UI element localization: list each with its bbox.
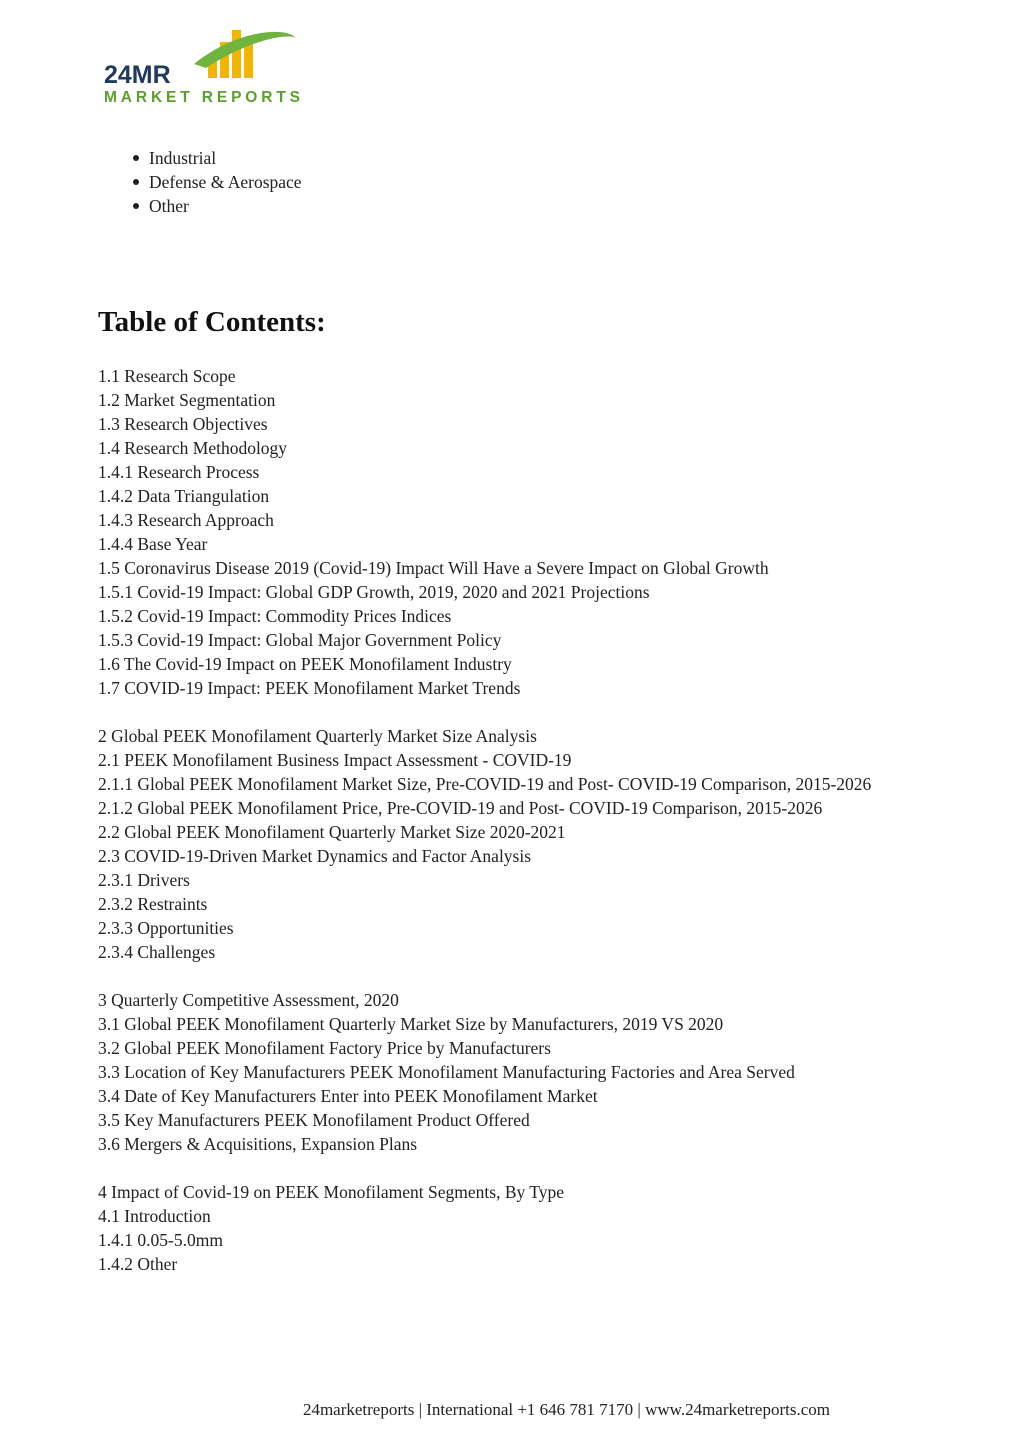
toc-entry: 1.5.1 Covid-19 Impact: Global GDP Growth, 2019, 2020 and 2021 Projections: [98, 582, 650, 602]
toc-entry: 2.3.1 Drivers: [98, 870, 190, 890]
toc-entry: 2.3.2 Restraints: [98, 894, 208, 914]
toc-entry: 2.2 Global PEEK Monofilament Quarterly Market Size 2020-2021: [98, 822, 566, 842]
toc-entry: 3.3 Location of Key Manufacturers PEEK Monofilament Manufacturing Factories and Area Served: [98, 1062, 795, 1082]
company-logo: [96, 26, 306, 108]
toc-entry: 1.4 Research Methodology: [98, 438, 288, 458]
toc-entry: 2 Global PEEK Monofilament Quarterly Market Size Analysis: [98, 726, 537, 746]
toc-entry: 3 Quarterly Competitive Assessment, 2020: [98, 990, 399, 1010]
toc-entry: 2.3.3 Opportunities: [98, 918, 234, 938]
toc-entry: 3.5 Key Manufacturers PEEK Monofilament Product Offered: [98, 1110, 530, 1130]
bullet-item: Defense & Aerospace: [112, 170, 302, 194]
toc-entry: 1.4.2 Data Triangulation: [98, 486, 270, 506]
toc-entry: 1.7 COVID-19 Impact: PEEK Monofilament Market Trends: [98, 678, 521, 698]
toc-section-2: [98, 724, 926, 964]
toc-entry: 1.5.2 Covid-19 Impact: Commodity Prices Indices: [98, 606, 452, 626]
toc-entry: 2.1.2 Global PEEK Monofilament Price, Pre-COVID-19 and Post- COVID-19 Comparison, 2015-2026: [98, 798, 823, 818]
bullet-item: Industrial: [112, 146, 302, 170]
toc-section-1: [98, 364, 926, 700]
bullet-item: Other: [112, 194, 302, 218]
toc-entry: 1.5 Coronavirus Disease 2019 (Covid-19) Impact Will Have a Severe Impact on Global Growth: [98, 558, 769, 578]
logo-brand-line2: MARKET REPORTS: [104, 89, 300, 106]
logo-bar-3: [232, 30, 241, 78]
page-footer: 24marketreports | International +1 646 781 7170 | www.24marketreports.com: [302, 1400, 830, 1419]
logo-graphic: [96, 26, 306, 108]
toc-entry: 1.1 Research Scope: [98, 366, 236, 386]
logo-brand-line1: 24MR: [104, 61, 171, 89]
toc-heading: Table of Contents:: [98, 306, 326, 338]
toc-entry: 4.1 Introduction: [98, 1206, 211, 1226]
toc-entry: 4 Impact of Covid-19 on PEEK Monofilament Segments, By Type: [98, 1182, 565, 1202]
toc-entry: 1.4.1 0.05-5.0mm: [98, 1230, 223, 1250]
table-of-contents: [98, 364, 926, 1300]
toc-section-4: [98, 1180, 926, 1276]
toc-entry: 1.5.3 Covid-19 Impact: Global Major Government Policy: [98, 630, 502, 650]
toc-section-3: [98, 988, 926, 1156]
toc-entry: 3.1 Global PEEK Monofilament Quarterly Market Size by Manufacturers, 2019 VS 2020: [98, 1014, 724, 1034]
toc-entry: 2.3.4 Challenges: [98, 942, 216, 962]
toc-entry: 1.4.3 Research Approach: [98, 510, 274, 530]
toc-entry: 1.3 Research Objectives: [98, 414, 268, 434]
toc-entry: 1.2 Market Segmentation: [98, 390, 276, 410]
toc-entry: 2.1.1 Global PEEK Monofilament Market Size, Pre-COVID-19 and Post- COVID-19 Comparison, 2015-2026: [98, 774, 872, 794]
toc-entry: 1.4.1 Research Process: [98, 462, 260, 482]
toc-entry: 1.6 The Covid-19 Impact on PEEK Monofilament Industry: [98, 654, 512, 674]
toc-entry: 2.1 PEEK Monofilament Business Impact Assessment - COVID-19: [98, 750, 572, 770]
toc-entry: 3.6 Mergers & Acquisitions, Expansion Plans: [98, 1134, 418, 1154]
segment-bullet-list: [112, 146, 302, 218]
toc-entry: 1.4.2 Other: [98, 1254, 178, 1274]
toc-entry: 3.4 Date of Key Manufacturers Enter into PEEK Monofilament Market: [98, 1086, 598, 1106]
toc-entry: 3.2 Global PEEK Monofilament Factory Price by Manufacturers: [98, 1038, 551, 1058]
toc-entry: 2.3 COVID-19-Driven Market Dynamics and Factor Analysis: [98, 846, 532, 866]
toc-entry: 1.4.4 Base Year: [98, 534, 208, 554]
